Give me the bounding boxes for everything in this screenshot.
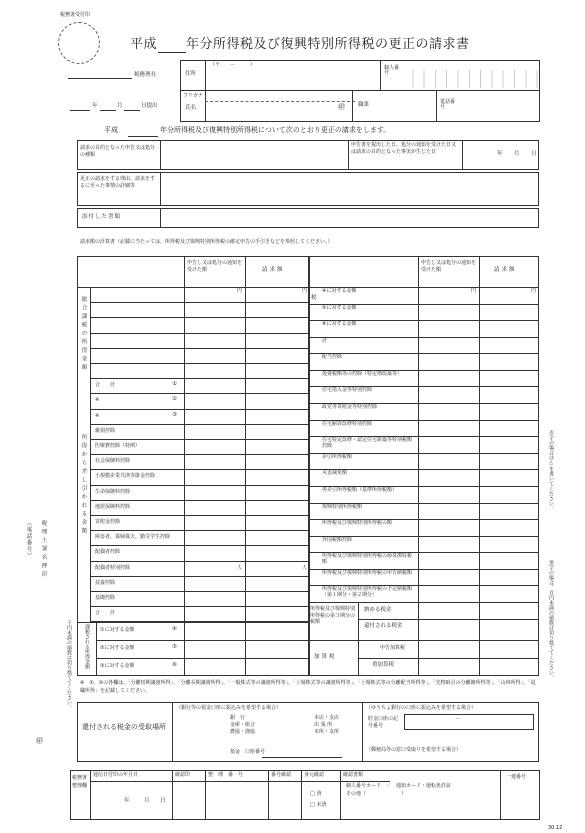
calc-right-row-label: 所得税及び復興特別所得税の源泉徴収税額 (322, 553, 413, 565)
calc-left-row-claimed-cell[interactable] (247, 394, 308, 407)
refund-post-dash: － (455, 717, 461, 723)
calc-left-row-label: ※ (95, 412, 100, 419)
calc-left-row-claimed-cell[interactable] (247, 577, 308, 590)
office-date-day: 日 (160, 798, 166, 804)
tax-office-blank[interactable] (68, 78, 132, 79)
refund-branch-type-1: 本店・支店 (314, 715, 340, 721)
calc-left-row-reported-cell[interactable] (186, 577, 243, 590)
office-col-divider (268, 770, 269, 820)
office-col-divider (301, 770, 302, 820)
calc-left-row-num: ② (172, 396, 177, 403)
calc-footnote: ※ ②、③の各欄は、「分離短期譲渡所得」、「分離長期譲渡所得」、「一般株式等の譲渡所得等」、「上場株式等の譲渡所得等」、「上場株式等の分離配当所得等」、「先物取引の分離雑所得等」、「山林所得」、「退職所得」を記載してください。 (80, 680, 536, 694)
calc-right-row-reported-cell[interactable] (420, 570, 477, 585)
penalty-mid (358, 658, 539, 659)
calc-left-row-claimed-cell[interactable] (247, 501, 308, 514)
calc-left-row-claimed-cell[interactable] (247, 592, 308, 605)
calc-right-row-reported-cell[interactable] (420, 371, 477, 386)
calc-left-row-label: 配偶者特別控除 (95, 564, 131, 571)
office-doc-types: 個人番号カード ／ 通知カード・運転免許証 (346, 783, 452, 789)
purpose-year: 年 (497, 151, 503, 157)
calc-left-row-claimed-cell[interactable] (247, 607, 308, 620)
calc-right-row-claimed-cell[interactable] (481, 570, 537, 585)
calc-left-row-label: 小規模企業共済等掛金控除 (95, 473, 156, 480)
office-date-month: 月 (144, 798, 150, 804)
calc-right-row-claimed-cell[interactable] (481, 371, 537, 386)
mynumber-cells[interactable] (402, 70, 538, 88)
calc-left-row-claimed-cell[interactable] (247, 425, 308, 438)
office-header-line (90, 781, 390, 782)
penalty-top (308, 640, 539, 641)
calc-right-col2 (479, 256, 480, 676)
calc-left-row-num: ③ (172, 411, 177, 418)
submit-day-blank (124, 110, 140, 111)
calc-left-row-label: 寄附金控除 (95, 519, 121, 525)
taxable-label-col (96, 622, 97, 676)
penalty-group: 加算税 (314, 654, 337, 660)
purpose-month: 月 (514, 151, 520, 157)
calc-left-row-label: 地震保険料控除 (95, 503, 131, 510)
office-col-header: 通信日付印の年月日 (93, 772, 139, 778)
calc-left-row-label: 雑損控除 (95, 427, 116, 434)
name-label: 氏名 (185, 105, 197, 111)
reason-label-divider (160, 172, 161, 206)
calc-right-row-claimed-cell[interactable] (481, 421, 537, 436)
purpose-day: 日 (531, 151, 537, 157)
taxable-top-line (77, 622, 310, 623)
calc-left-group1: 総合課税の所得金額 (80, 296, 87, 373)
applicant-row-divider (180, 90, 540, 91)
calc-left-row-reported-cell[interactable] (186, 607, 243, 620)
calc-left-row-reported-cell[interactable] (186, 516, 243, 529)
third-period-top (308, 602, 539, 603)
refund-post-header: （ゆうちょ銀行の口座に振込みを希望する場合） (366, 705, 477, 711)
refund-post-account-field[interactable] (404, 714, 534, 730)
furigana-divider (205, 101, 355, 102)
applicant-seal: ㊞ (338, 103, 345, 111)
tax-office-suffix: 税務署長 (134, 72, 157, 78)
third-period-label: 所得税及び復興特別所得税の第３期分の税額 (310, 606, 356, 625)
calc-right-row-label: 住宅借入金等特別控除 (322, 387, 373, 394)
calc-left-person-1: 人 (237, 565, 243, 571)
calc-right-row-label: 差引所得税額 (322, 453, 353, 460)
calc-left-row-reported-cell[interactable] (186, 349, 243, 362)
phone-label: 電話番号 (440, 99, 456, 110)
purpose-date-divider (348, 140, 349, 170)
calc-left-row-label: 配偶者控除 (95, 549, 121, 556)
calc-left-row-label: 合 計 (95, 610, 116, 617)
calc-left-row-claimed-cell[interactable] (247, 303, 308, 316)
calc-right-row-reported-cell[interactable] (420, 504, 477, 519)
third-row-mid (358, 619, 539, 620)
calc-right-col-claimed: 請求額 (494, 267, 517, 273)
submit-month-blank (100, 110, 116, 111)
office-col-header: 確認印 (175, 772, 191, 778)
address-label: 住所 (185, 71, 197, 77)
refund-deposit-label: 預金 口座番号 (230, 749, 266, 755)
office-id-check-not[interactable]: □ 未済 (310, 802, 327, 808)
calc-right-row-label: 災害減免額 (322, 470, 348, 477)
office-side-divider (90, 770, 91, 820)
reception-stamp-circle (58, 22, 100, 64)
refund-post-window: （郵便局等の窓口受取りを希望する場合） (366, 747, 462, 753)
refund-post-account-label: 貯金口座の記号番号 (368, 716, 399, 729)
calc-right-yen-1: 円 (471, 288, 477, 294)
refund-branch-type-3: 本所・支所 (314, 729, 340, 735)
calc-left-row-label: 基礎控除 (95, 595, 116, 601)
tax-accountant-phone: （電話番号） (25, 520, 32, 559)
calc-right-row-claimed-cell[interactable] (481, 487, 537, 502)
calc-left-row-reported-cell[interactable] (186, 379, 243, 392)
purpose-date-label: 申告書を提出した日、処分の通知を受けた日又は請求の目的となった事実が生じた日 (351, 142, 457, 155)
calc-right-row-claimed-cell[interactable] (481, 454, 537, 469)
calc-left-row-claimed-cell[interactable] (247, 334, 308, 347)
calc-right-row-reported-cell[interactable] (420, 338, 477, 353)
calc-left-row-reported-cell[interactable] (186, 546, 243, 559)
taxable-group: 課税される所得金額 (84, 624, 90, 669)
calc-right-row-reported-cell[interactable] (420, 537, 477, 552)
calc-right-row-claimed-cell[interactable] (481, 288, 537, 303)
taxable-row-label: ②に対する金額 (100, 645, 135, 651)
attachments-label-divider (160, 208, 161, 228)
calc-right-row-label: 再差引所得税額（基準所得税額） (322, 486, 398, 493)
taxable-row-num: ④ (172, 626, 177, 632)
third-refund-label: 還付される税金 (364, 623, 403, 629)
office-col-divider (205, 770, 206, 820)
calc-right-row-label: 外国税額控除 (322, 536, 353, 543)
era-year-blank (158, 52, 186, 53)
form-era-title: 平成 (130, 37, 158, 52)
calc-left-row-reported-cell[interactable] (186, 425, 243, 438)
calc-left-row-reported-cell[interactable] (186, 562, 243, 575)
calc-left-row-reported-cell[interactable] (186, 531, 243, 544)
calc-right-row-reported-cell[interactable] (420, 321, 477, 336)
calc-right-row-claimed-cell[interactable] (481, 537, 537, 552)
calc-left-col1 (184, 256, 185, 676)
office-col-header: 整 理 番 号 (208, 772, 244, 778)
office-side-label: 税務署整理欄 (72, 775, 88, 789)
office-col-header: 身元確認 (304, 772, 325, 778)
calc-left-row-reported-cell[interactable] (186, 410, 243, 423)
refund-label-divider (172, 702, 173, 762)
refund-post-divider (362, 702, 363, 762)
calc-right-row-claimed-cell[interactable] (481, 470, 537, 485)
calc-left-row-claimed-cell[interactable] (247, 318, 308, 331)
calc-right-row-label: 住宅耐震改修特別控除 (322, 420, 373, 427)
calc-right-row-label: 政党等寄附金等特別控除 (322, 404, 378, 411)
penalty-row-1: 申告加算税 (380, 645, 406, 651)
calc-left-row-reported-cell[interactable] (186, 470, 243, 483)
refund-bank-header: （銀行等の預金口座に振込みを希望する場合） (176, 705, 282, 711)
calc-left-col-claimed: 請求額 (262, 267, 285, 273)
calc-left-row-claimed-cell[interactable] (247, 562, 308, 575)
calc-left-group2: 所得から差し引かれる金額 (80, 434, 87, 536)
purpose-date-value-divider (462, 140, 463, 170)
calc-right-row-reported-cell[interactable] (420, 470, 477, 485)
calc-right-row-claimed-cell[interactable] (481, 354, 537, 369)
form-version: 30.12 (548, 825, 563, 831)
calc-right-row-reported-cell[interactable] (420, 305, 477, 320)
applicant-label-divider (205, 60, 206, 122)
calc-left-row-claimed-cell[interactable] (247, 379, 308, 392)
calc-right-row-label: ⑤に対する金額 (322, 304, 357, 311)
calc-right-row-label: 計 (322, 337, 328, 344)
tax-accountant-seal: ㊞ (36, 737, 43, 745)
calc-right-row-label: 所得税及び復興特別所得税の額 (322, 520, 393, 527)
calc-left-row-reported-cell[interactable] (186, 592, 243, 605)
calc-left-col-reported: 申告し又は処分の通知を受けた額 (187, 260, 243, 273)
taxable-row-line (96, 658, 310, 659)
calc-left-row-reported-cell[interactable] (186, 318, 243, 331)
calc-left-row-reported-cell[interactable] (186, 440, 243, 453)
refund-bank-type-2: 金庫・組合 (230, 722, 256, 728)
refund-label: 還付される税金の受取場所 (82, 723, 166, 731)
taxable-row-num: ⑤ (172, 644, 177, 650)
office-col-divider (172, 770, 173, 820)
calc-right-row-reported-cell[interactable] (420, 487, 477, 502)
submit-year-blank (70, 110, 90, 111)
submit-year: 年 (92, 103, 98, 109)
attachments-label: 添付した書類 (82, 214, 122, 220)
office-serial-label: 一連番号 (506, 774, 527, 780)
calc-left-row-label: 障害者、寡婦寡夫、勤労学生控除 (95, 534, 171, 541)
side-note-left: 千円未満の端数は切り捨ててください。 (66, 620, 72, 710)
reception-stamp-label: 税務署受付印 (60, 12, 91, 18)
calc-right-row-reported-cell[interactable] (420, 288, 477, 303)
purpose-label: 請求の目的となった申告又は処分の種類 (80, 145, 156, 158)
refund-deposit-blank[interactable] (262, 757, 342, 758)
mynumber-divider (380, 60, 381, 90)
calc-right-group-tax: 税 (311, 295, 317, 301)
calc-left-row-label: 合 計 (95, 382, 116, 389)
refund-bank-type-1: 銀 行 (230, 715, 246, 721)
calc-right-row-claimed-cell[interactable] (481, 437, 537, 452)
calc-left-person-2: 人 (302, 565, 308, 571)
statement-text: 年分所得税及び復興特別所得税について次のとおり更正の請求をします。 (160, 126, 391, 134)
submit-day: 日提出 (141, 103, 158, 109)
calc-left-yen-1: 円 (237, 288, 243, 294)
calc-heading: 請求額の計算書（記載に当たっては、所得税及び復興特別所得税の確定申告の手引きなどを参照してください。） (80, 239, 333, 245)
taxable-row-line (96, 640, 310, 641)
calc-left-row-reported-cell[interactable] (186, 364, 243, 377)
calc-left-row-label: 扶養控除 (95, 579, 116, 586)
calc-right-row-reported-cell[interactable] (420, 421, 477, 436)
calc-right-row-label: ⑥に対する金額 (322, 321, 357, 328)
calc-left-row-claimed-cell[interactable] (247, 531, 308, 544)
form-title: 年分所得税及び復興特別所得税の更正の請求書 (186, 37, 470, 52)
calc-right-row-claimed-cell[interactable] (481, 504, 537, 519)
calc-left-row-label: 社会保険料控除 (95, 458, 131, 465)
calc-right-row-reported-cell[interactable] (420, 404, 477, 419)
calc-right-row-claimed-cell[interactable] (481, 520, 537, 535)
calc-right-row-claimed-cell[interactable] (481, 305, 537, 320)
calc-right-row-reported-cell[interactable] (420, 553, 477, 568)
office-col-header: 確認書類 (343, 772, 364, 778)
calc-right-col-reported: 申告し又は処分の通知を受けた額 (421, 260, 477, 273)
calc-left-row-reported-cell[interactable] (186, 501, 243, 514)
calc-left-row-claimed-cell[interactable] (247, 288, 308, 301)
calc-right-yen-2: 円 (531, 288, 537, 294)
calc-left-yen-2: 円 (302, 288, 308, 294)
calc-left-row-claimed-cell[interactable] (247, 440, 308, 453)
calc-right-row-reported-cell[interactable] (420, 520, 477, 535)
office-col-divider (340, 770, 341, 820)
calc-right-row-claimed-cell[interactable] (481, 321, 537, 336)
office-id-check-done[interactable]: □ 済 (310, 791, 322, 797)
calc-right-row-claimed-cell[interactable] (481, 553, 537, 568)
office-doc-other: その他（ ） (346, 791, 407, 797)
refund-bank-type-3: 農協・漁協 (230, 729, 256, 735)
calc-left-row-claimed-cell[interactable] (247, 486, 308, 499)
calc-right-row-reported-cell[interactable] (420, 354, 477, 369)
calc-right-row-label: 配当控除 (322, 354, 343, 361)
calc-right-row-reported-cell[interactable] (420, 454, 477, 469)
calc-right-row-claimed-cell[interactable] (481, 404, 537, 419)
reason-label: 更正の請求をする理由、請求をするに至った事情の詳細等 (80, 176, 156, 189)
occupation-divider (352, 90, 353, 122)
office-date-year: 年 (124, 798, 130, 804)
postal-mark[interactable]: （〒 － ） (210, 62, 256, 68)
calc-left-row-reported-cell[interactable] (186, 334, 243, 347)
phone-divider (436, 90, 437, 122)
statement-era: 平成 (104, 126, 118, 134)
attachments-box[interactable] (77, 208, 539, 228)
calc-left-row-num: ① (172, 381, 177, 388)
taxable-row-label: ③に対する金額 (100, 663, 135, 669)
calc-left-row-reported-cell[interactable] (186, 394, 243, 407)
calc-right-row-label: ④に対する金額 (322, 288, 357, 294)
calc-right-row-claimed-cell[interactable] (481, 586, 537, 601)
calc-left-row-label: 医療費控除（特例） (95, 443, 141, 449)
calc-left-col2 (245, 256, 246, 676)
calc-right-row-label: 所得税及び復興特別所得税の申告納税額 (322, 569, 413, 576)
calc-left-row-claimed-cell[interactable] (247, 470, 308, 483)
calc-right-col1 (418, 256, 419, 676)
side-note-right-1: 赤字の場合は△を書いてください。 (548, 430, 554, 511)
refund-branch-type-2: 出 張 所 (314, 722, 333, 728)
taxable-row-label: ①に対する金額 (100, 627, 135, 633)
calc-right-row-claimed-cell[interactable] (481, 338, 537, 353)
calc-right-row-label: 住宅特定改修・認定住宅新築等特別税額控除 (322, 437, 413, 449)
calc-right-row-label: 投資税額等の控除（特定増改築等） (322, 370, 403, 377)
tax-accountant-label: 税理士署名押印 (40, 520, 47, 580)
calc-left-row-claimed-cell[interactable] (247, 546, 308, 559)
calc-left-row-label: ※ (95, 397, 100, 404)
penalty-row-2: 重加算税 (372, 662, 395, 668)
calc-left-row-label: 生命保険料控除 (95, 488, 131, 495)
mynumber-label: 個人番号 (384, 65, 400, 76)
occupation-label: 職業 (358, 102, 370, 108)
calc-right-row-claimed-cell[interactable] (481, 387, 537, 402)
office-col-header: 番号確認 (271, 772, 292, 778)
calc-left-row-claimed-cell[interactable] (247, 455, 308, 468)
calc-left-row-claimed-cell[interactable] (247, 349, 308, 362)
purpose-label-divider (160, 140, 161, 170)
statement-year-blank (128, 136, 158, 137)
calc-left-row-claimed-cell[interactable] (247, 410, 308, 423)
calc-right-row-label: 復興特別所得税額 (322, 503, 363, 510)
calc-left-row-reported-cell[interactable] (186, 288, 243, 301)
submit-month: 月 (117, 103, 123, 109)
third-pay-label: 納める税金 (364, 607, 392, 613)
third-period-divider (358, 602, 359, 676)
calc-left-row-claimed-cell[interactable] (247, 516, 308, 529)
furigana-label: フリガナ (183, 93, 203, 99)
calc-left-row-reported-cell[interactable] (186, 303, 243, 316)
calc-left-row-reported-cell[interactable] (186, 455, 243, 468)
calc-right-row-reported-cell[interactable] (420, 586, 477, 601)
calc-left-row-claimed-cell[interactable] (247, 364, 308, 377)
office-serial-divider (500, 770, 501, 820)
calc-right-row-reported-cell[interactable] (420, 387, 477, 402)
taxable-row-num: ⑥ (172, 662, 177, 668)
side-note-right-2: 黒字の場合、百円未満の端数は切り捨ててください。 (548, 560, 554, 680)
calc-right-row-label: 所得税及び復興特別所得税の予定納税額（第１期分・第２期分） (322, 586, 413, 599)
calc-right-row-reported-cell[interactable] (420, 437, 477, 452)
calc-left-row-reported-cell[interactable] (186, 486, 243, 499)
